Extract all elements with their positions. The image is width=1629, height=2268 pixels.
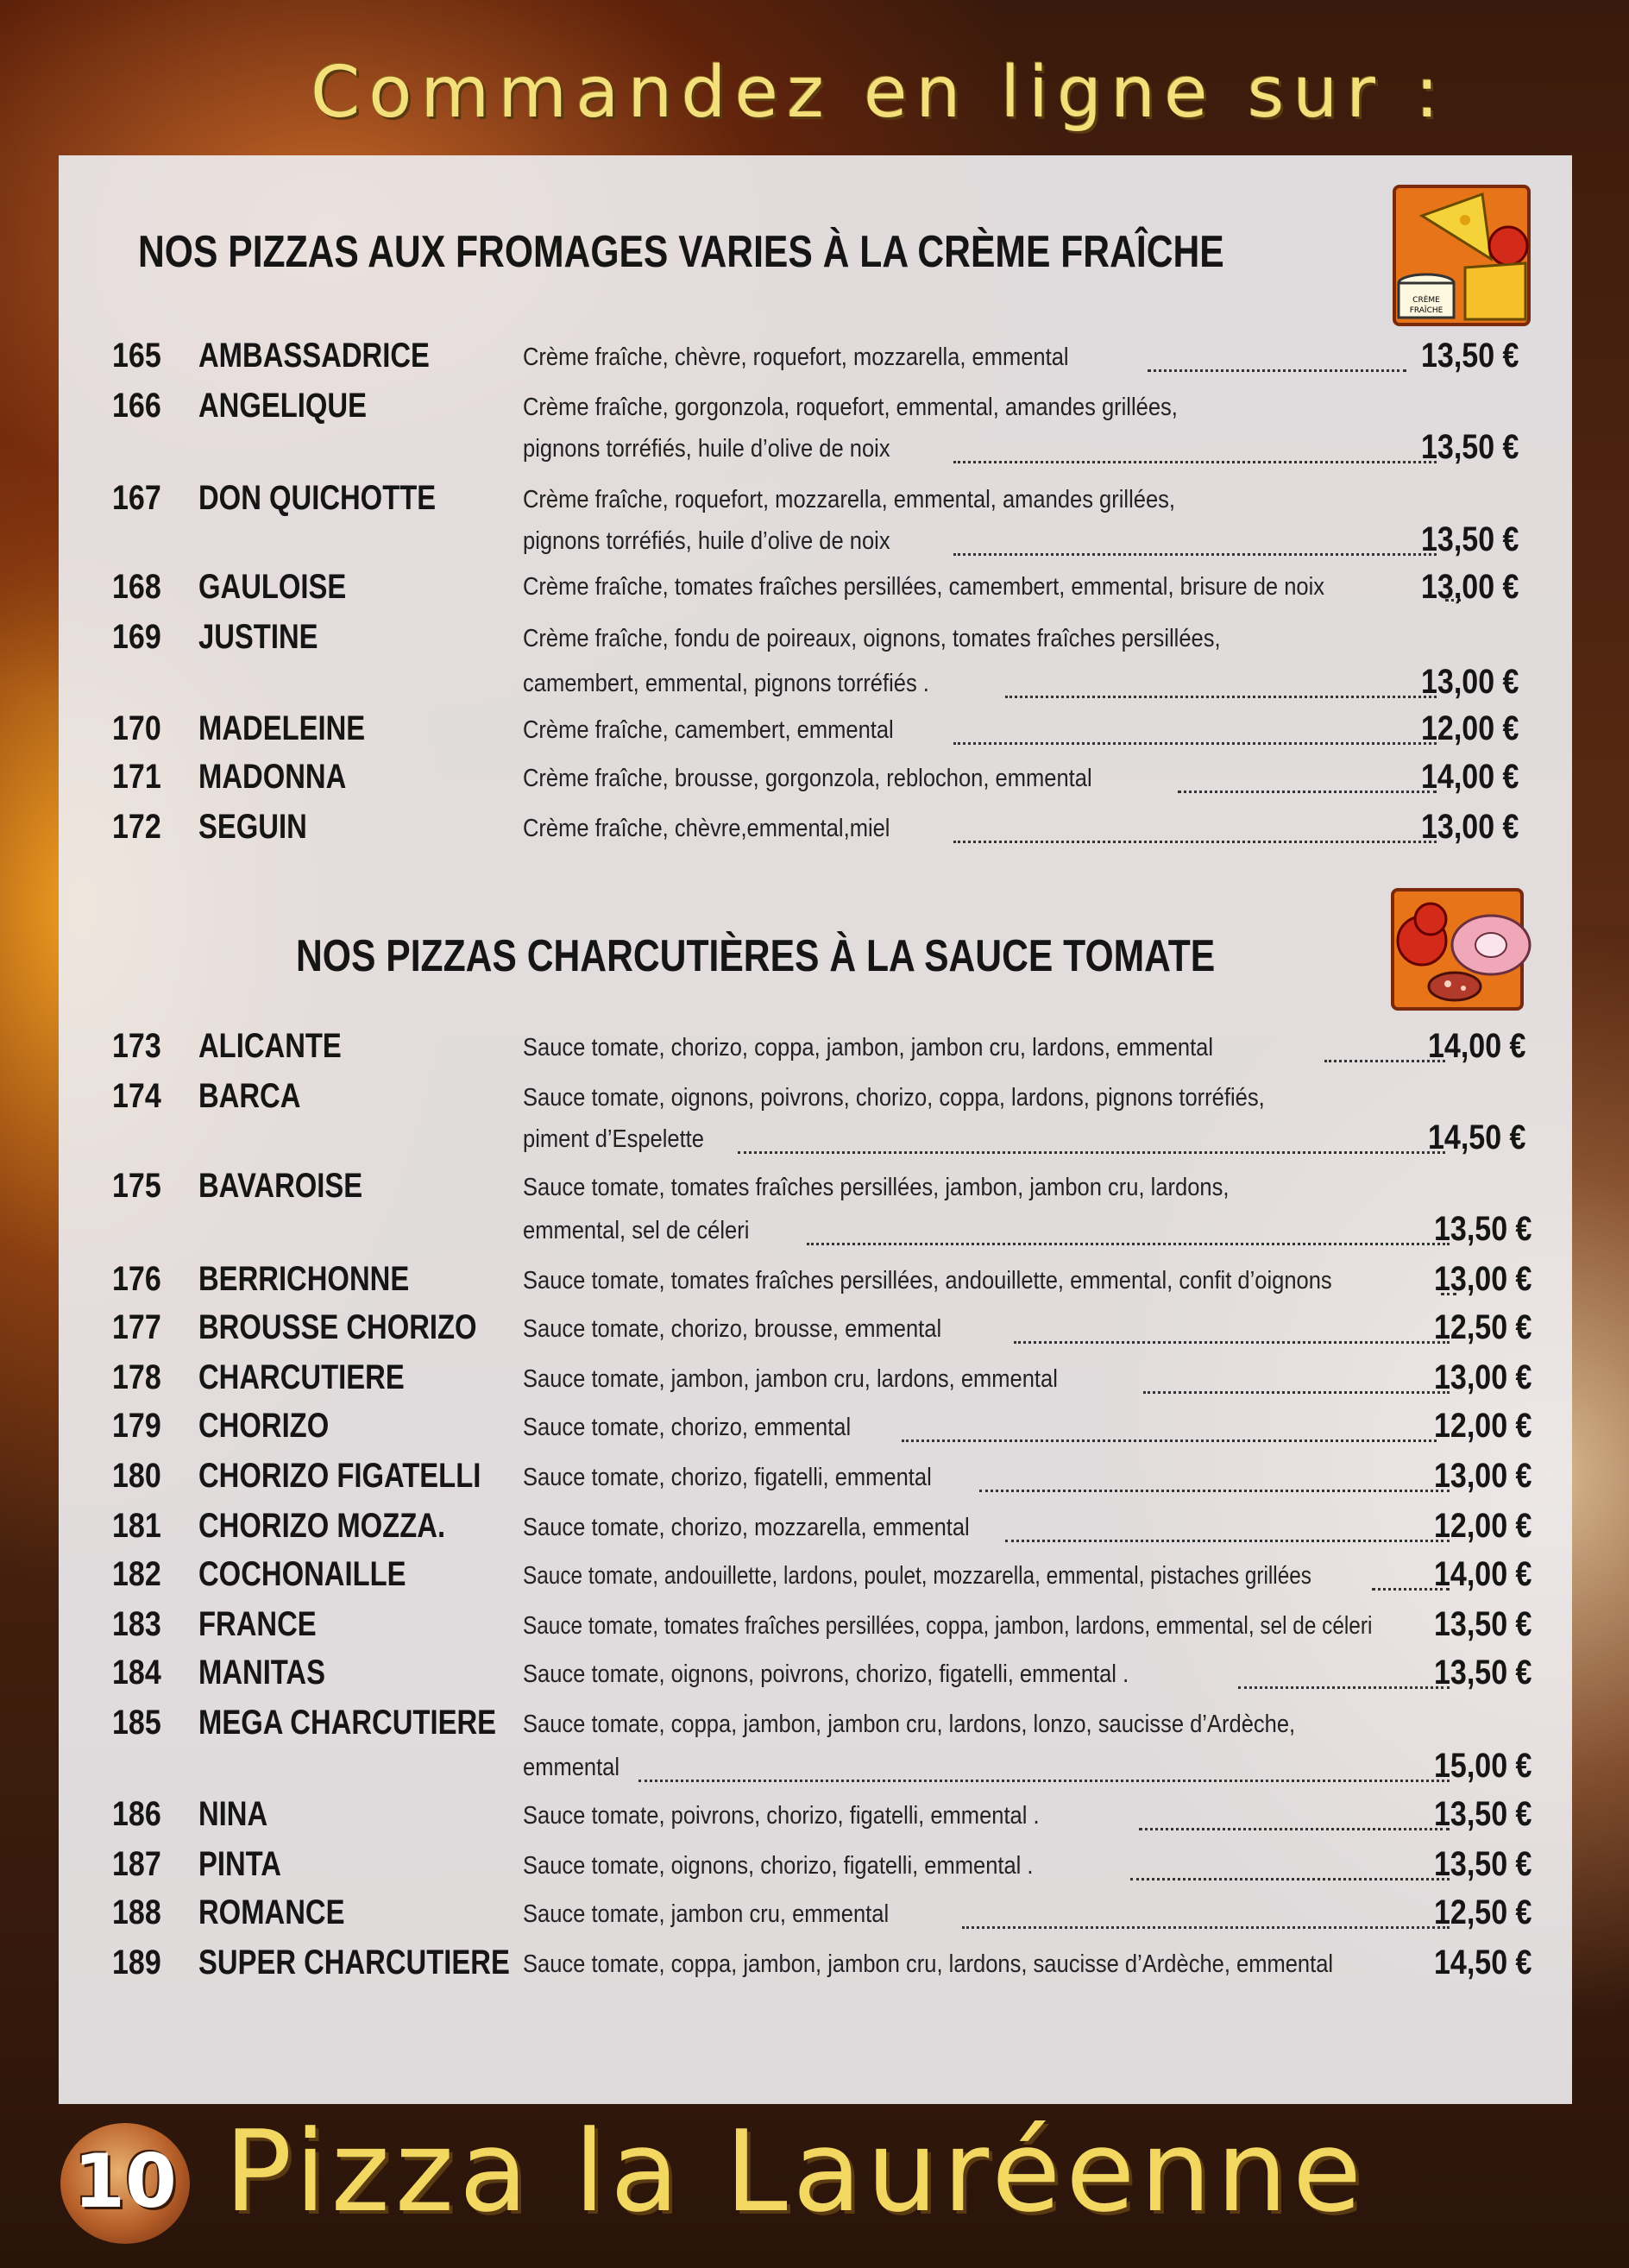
item-price: 14,00 € xyxy=(1433,1555,1532,1593)
item-number: 189 xyxy=(112,1944,161,1981)
item-description-cont: pignons torréfiés, huile d’olive de noix xyxy=(523,527,890,555)
item-price: 13,00 € xyxy=(1433,1358,1532,1396)
item-name: MADELEINE xyxy=(198,709,366,747)
item-price: 13,00 € xyxy=(1420,808,1519,846)
item-description-cont: emmental xyxy=(523,1754,620,1781)
item-description: Sauce tomate, coppa, jambon, jambon cru, lardons, saucisse d’Ardèche, emmental xyxy=(523,1950,1334,1978)
item-number: 177 xyxy=(112,1308,161,1346)
item-description: Crème fraîche, roquefort, mozzarella, emmental, amandes grillées, xyxy=(523,486,1176,513)
item-name: JUSTINE xyxy=(198,618,318,656)
item-name: BARCA xyxy=(198,1077,301,1115)
item-description: Sauce tomate, oignons, poivrons, chorizo, coppa, lardons, pignons torréfiés, xyxy=(523,1084,1265,1112)
item-name: MADONNA xyxy=(198,758,347,796)
item-name: BROUSSE CHORIZO xyxy=(198,1308,477,1346)
leader-dots xyxy=(1148,368,1406,372)
item-price: 12,50 € xyxy=(1433,1893,1532,1931)
item-description: Sauce tomate, andouillette, lardons, poulet, mozzarella, emmental, pistaches grillées xyxy=(523,1562,1311,1590)
leader-dots xyxy=(638,1778,1450,1782)
item-number: 174 xyxy=(112,1077,161,1115)
item-price: 12,00 € xyxy=(1433,1407,1532,1445)
item-name: SEGUIN xyxy=(198,808,307,846)
item-price: 13,50 € xyxy=(1433,1210,1532,1248)
item-price: 13,50 € xyxy=(1420,428,1519,466)
item-description-cont: piment d’Espelette xyxy=(523,1125,704,1153)
item-number: 183 xyxy=(112,1605,161,1643)
item-name: FRANCE xyxy=(198,1605,317,1643)
item-description: Sauce tomate, tomates fraîches persillées, andouillette, emmental, confit d’oignons xyxy=(523,1267,1332,1295)
item-price: 13,00 € xyxy=(1420,568,1519,606)
item-number: 188 xyxy=(112,1893,161,1931)
item-number: 171 xyxy=(112,758,161,796)
item-number: 176 xyxy=(112,1260,161,1298)
item-number: 175 xyxy=(112,1167,161,1205)
item-description: Sauce tomate, tomates fraîches persillées, coppa, jambon, lardons, emmental, sel de céleri xyxy=(523,1612,1373,1640)
item-price: 13,50 € xyxy=(1433,1605,1532,1643)
item-name: DON QUICHOTTE xyxy=(198,479,437,517)
page-number: 10 xyxy=(73,2139,177,2225)
leader-dots xyxy=(962,1925,1450,1929)
leader-dots xyxy=(953,459,1437,463)
leader-dots xyxy=(953,839,1437,843)
item-price: 13,00 € xyxy=(1433,1260,1532,1298)
leader-dots xyxy=(953,551,1437,556)
restaurant-name: Pizza la Lauréenne xyxy=(224,2106,1368,2237)
item-description-cont: emmental, sel de céleri xyxy=(523,1217,750,1244)
item-price: 12,50 € xyxy=(1433,1308,1532,1346)
leader-dots xyxy=(953,740,1437,745)
item-number: 185 xyxy=(112,1704,161,1742)
item-description: Crème fraîche, tomates fraîches persillées, camembert, emmental, brisure de noix xyxy=(523,573,1325,601)
item-price: 12,00 € xyxy=(1420,709,1519,747)
section-title-cheese: NOS PIZZAS AUX FROMAGES VARIES À LA CRÈME FRAÎCHE xyxy=(138,227,1224,277)
item-name: SUPER CHARCUTIERE xyxy=(198,1944,510,1981)
item-number: 182 xyxy=(112,1555,161,1593)
item-name: MANITAS xyxy=(198,1654,325,1692)
item-description: Crème fraîche, gorgonzola, roquefort, emmental, amandes grillées, xyxy=(523,394,1178,421)
item-description: Crème fraîche, chèvre, roquefort, mozzarella, emmental xyxy=(523,343,1069,371)
leader-dots xyxy=(902,1438,1437,1442)
item-number: 186 xyxy=(112,1795,161,1833)
charcuterie-tomato-icon xyxy=(1387,885,1543,1014)
item-description: Sauce tomate, chorizo, emmental xyxy=(523,1414,852,1441)
item-name: BAVAROISE xyxy=(198,1167,363,1205)
item-name: GAULOISE xyxy=(198,568,347,606)
item-name: MEGA CHARCUTIERE xyxy=(198,1704,497,1742)
item-number: 187 xyxy=(112,1845,161,1883)
svg-text:CRÈME: CRÈME xyxy=(1412,296,1440,305)
item-description: Sauce tomate, oignons, poivrons, chorizo, figatelli, emmental . xyxy=(523,1660,1129,1688)
item-number: 184 xyxy=(112,1654,161,1692)
leader-dots xyxy=(738,1150,1445,1154)
item-description: Sauce tomate, tomates fraîches persillées, jambon, jambon cru, lardons, xyxy=(523,1174,1230,1201)
cheese-cream-icon xyxy=(1387,181,1534,332)
item-number: 172 xyxy=(112,808,161,846)
item-number: 170 xyxy=(112,709,161,747)
item-number: 178 xyxy=(112,1358,161,1396)
item-price: 14,50 € xyxy=(1433,1944,1532,1981)
item-description: Sauce tomate, coppa, jambon, jambon cru, lardons, lonzo, saucisse d’Ardèche, xyxy=(523,1710,1296,1738)
item-price: 15,00 € xyxy=(1433,1747,1532,1785)
item-description: Sauce tomate, chorizo, brousse, emmental xyxy=(523,1315,942,1343)
item-name: ALICANTE xyxy=(198,1027,342,1065)
leader-dots xyxy=(1005,1538,1450,1542)
item-price: 13,00 € xyxy=(1433,1457,1532,1495)
item-description: Sauce tomate, oignons, chorizo, figatelli, emmental . xyxy=(523,1852,1034,1880)
item-name: NINA xyxy=(198,1795,268,1833)
page-number-badge xyxy=(60,2123,190,2244)
item-name: CHARCUTIERE xyxy=(198,1358,405,1396)
item-name: PINTA xyxy=(198,1845,281,1883)
order-online-banner: Commandez en ligne sur : xyxy=(311,52,1448,134)
item-price: 12,00 € xyxy=(1433,1507,1532,1545)
item-number: 179 xyxy=(112,1407,161,1445)
item-name: ANGELIQUE xyxy=(198,387,367,425)
leader-dots xyxy=(1238,1685,1450,1689)
item-description: Crème fraîche, fondu de poireaux, oignons, tomates fraîches persillées, xyxy=(523,625,1221,652)
svg-text:FRAÎCHE: FRAÎCHE xyxy=(1409,306,1443,315)
item-description: Sauce tomate, chorizo, mozzarella, emmental xyxy=(523,1514,970,1541)
item-price: 13,50 € xyxy=(1433,1845,1532,1883)
item-description-cont: pignons torréfiés, huile d’olive de noix xyxy=(523,435,890,463)
item-number: 166 xyxy=(112,387,161,425)
item-name: BERRICHONNE xyxy=(198,1260,410,1298)
item-name: AMBASSADRICE xyxy=(198,337,430,375)
leader-dots xyxy=(1178,789,1437,793)
item-description: Sauce tomate, jambon, jambon cru, lardons, emmental xyxy=(523,1365,1058,1393)
item-description: Sauce tomate, chorizo, coppa, jambon, jambon cru, lardons, emmental xyxy=(523,1034,1214,1062)
item-price: 13,50 € xyxy=(1420,520,1519,558)
item-description: Sauce tomate, poivrons, chorizo, figatelli, emmental . xyxy=(523,1802,1040,1830)
item-name: CHORIZO MOZZA. xyxy=(198,1507,446,1545)
item-number: 169 xyxy=(112,618,161,656)
item-price: 13,50 € xyxy=(1420,337,1519,375)
leader-dots xyxy=(1014,1339,1450,1344)
item-description: Crème fraîche, camembert, emmental xyxy=(523,716,894,744)
item-description: Sauce tomate, chorizo, figatelli, emmental xyxy=(523,1464,932,1491)
item-number: 181 xyxy=(112,1507,161,1545)
item-name: ROMANCE xyxy=(198,1893,345,1931)
leader-dots xyxy=(1130,1876,1450,1881)
item-name: COCHONAILLE xyxy=(198,1555,406,1593)
item-price: 13,50 € xyxy=(1433,1654,1532,1692)
item-number: 173 xyxy=(112,1027,161,1065)
item-name: CHORIZO xyxy=(198,1407,330,1445)
leader-dots xyxy=(979,1488,1450,1492)
item-number: 165 xyxy=(112,337,161,375)
item-price: 13,50 € xyxy=(1433,1795,1532,1833)
item-price: 14,50 € xyxy=(1427,1118,1525,1156)
item-number: 167 xyxy=(112,479,161,517)
item-description: Sauce tomate, jambon cru, emmental xyxy=(523,1900,890,1928)
item-price: 14,00 € xyxy=(1420,758,1519,796)
item-price: 13,00 € xyxy=(1420,663,1519,701)
item-price: 14,00 € xyxy=(1427,1027,1525,1065)
item-description-cont: camembert, emmental, pignons torréfiés . xyxy=(523,670,929,697)
leader-dots xyxy=(1324,1058,1445,1062)
menu-panel xyxy=(59,155,1572,2104)
item-number: 180 xyxy=(112,1457,161,1495)
leader-dots xyxy=(1143,1389,1450,1394)
item-description: Crème fraîche, chèvre,emmental,miel xyxy=(523,815,890,842)
section-title-charcuterie: NOS PIZZAS CHARCUTIÈRES À LA SAUCE TOMATE xyxy=(296,931,1216,981)
leader-dots xyxy=(807,1241,1450,1245)
item-number: 168 xyxy=(112,568,161,606)
leader-dots xyxy=(1139,1826,1450,1830)
leader-dots xyxy=(1005,694,1437,698)
item-description: Crème fraîche, brousse, gorgonzola, reblochon, emmental xyxy=(523,765,1092,792)
item-name: CHORIZO FIGATELLI xyxy=(198,1457,481,1495)
